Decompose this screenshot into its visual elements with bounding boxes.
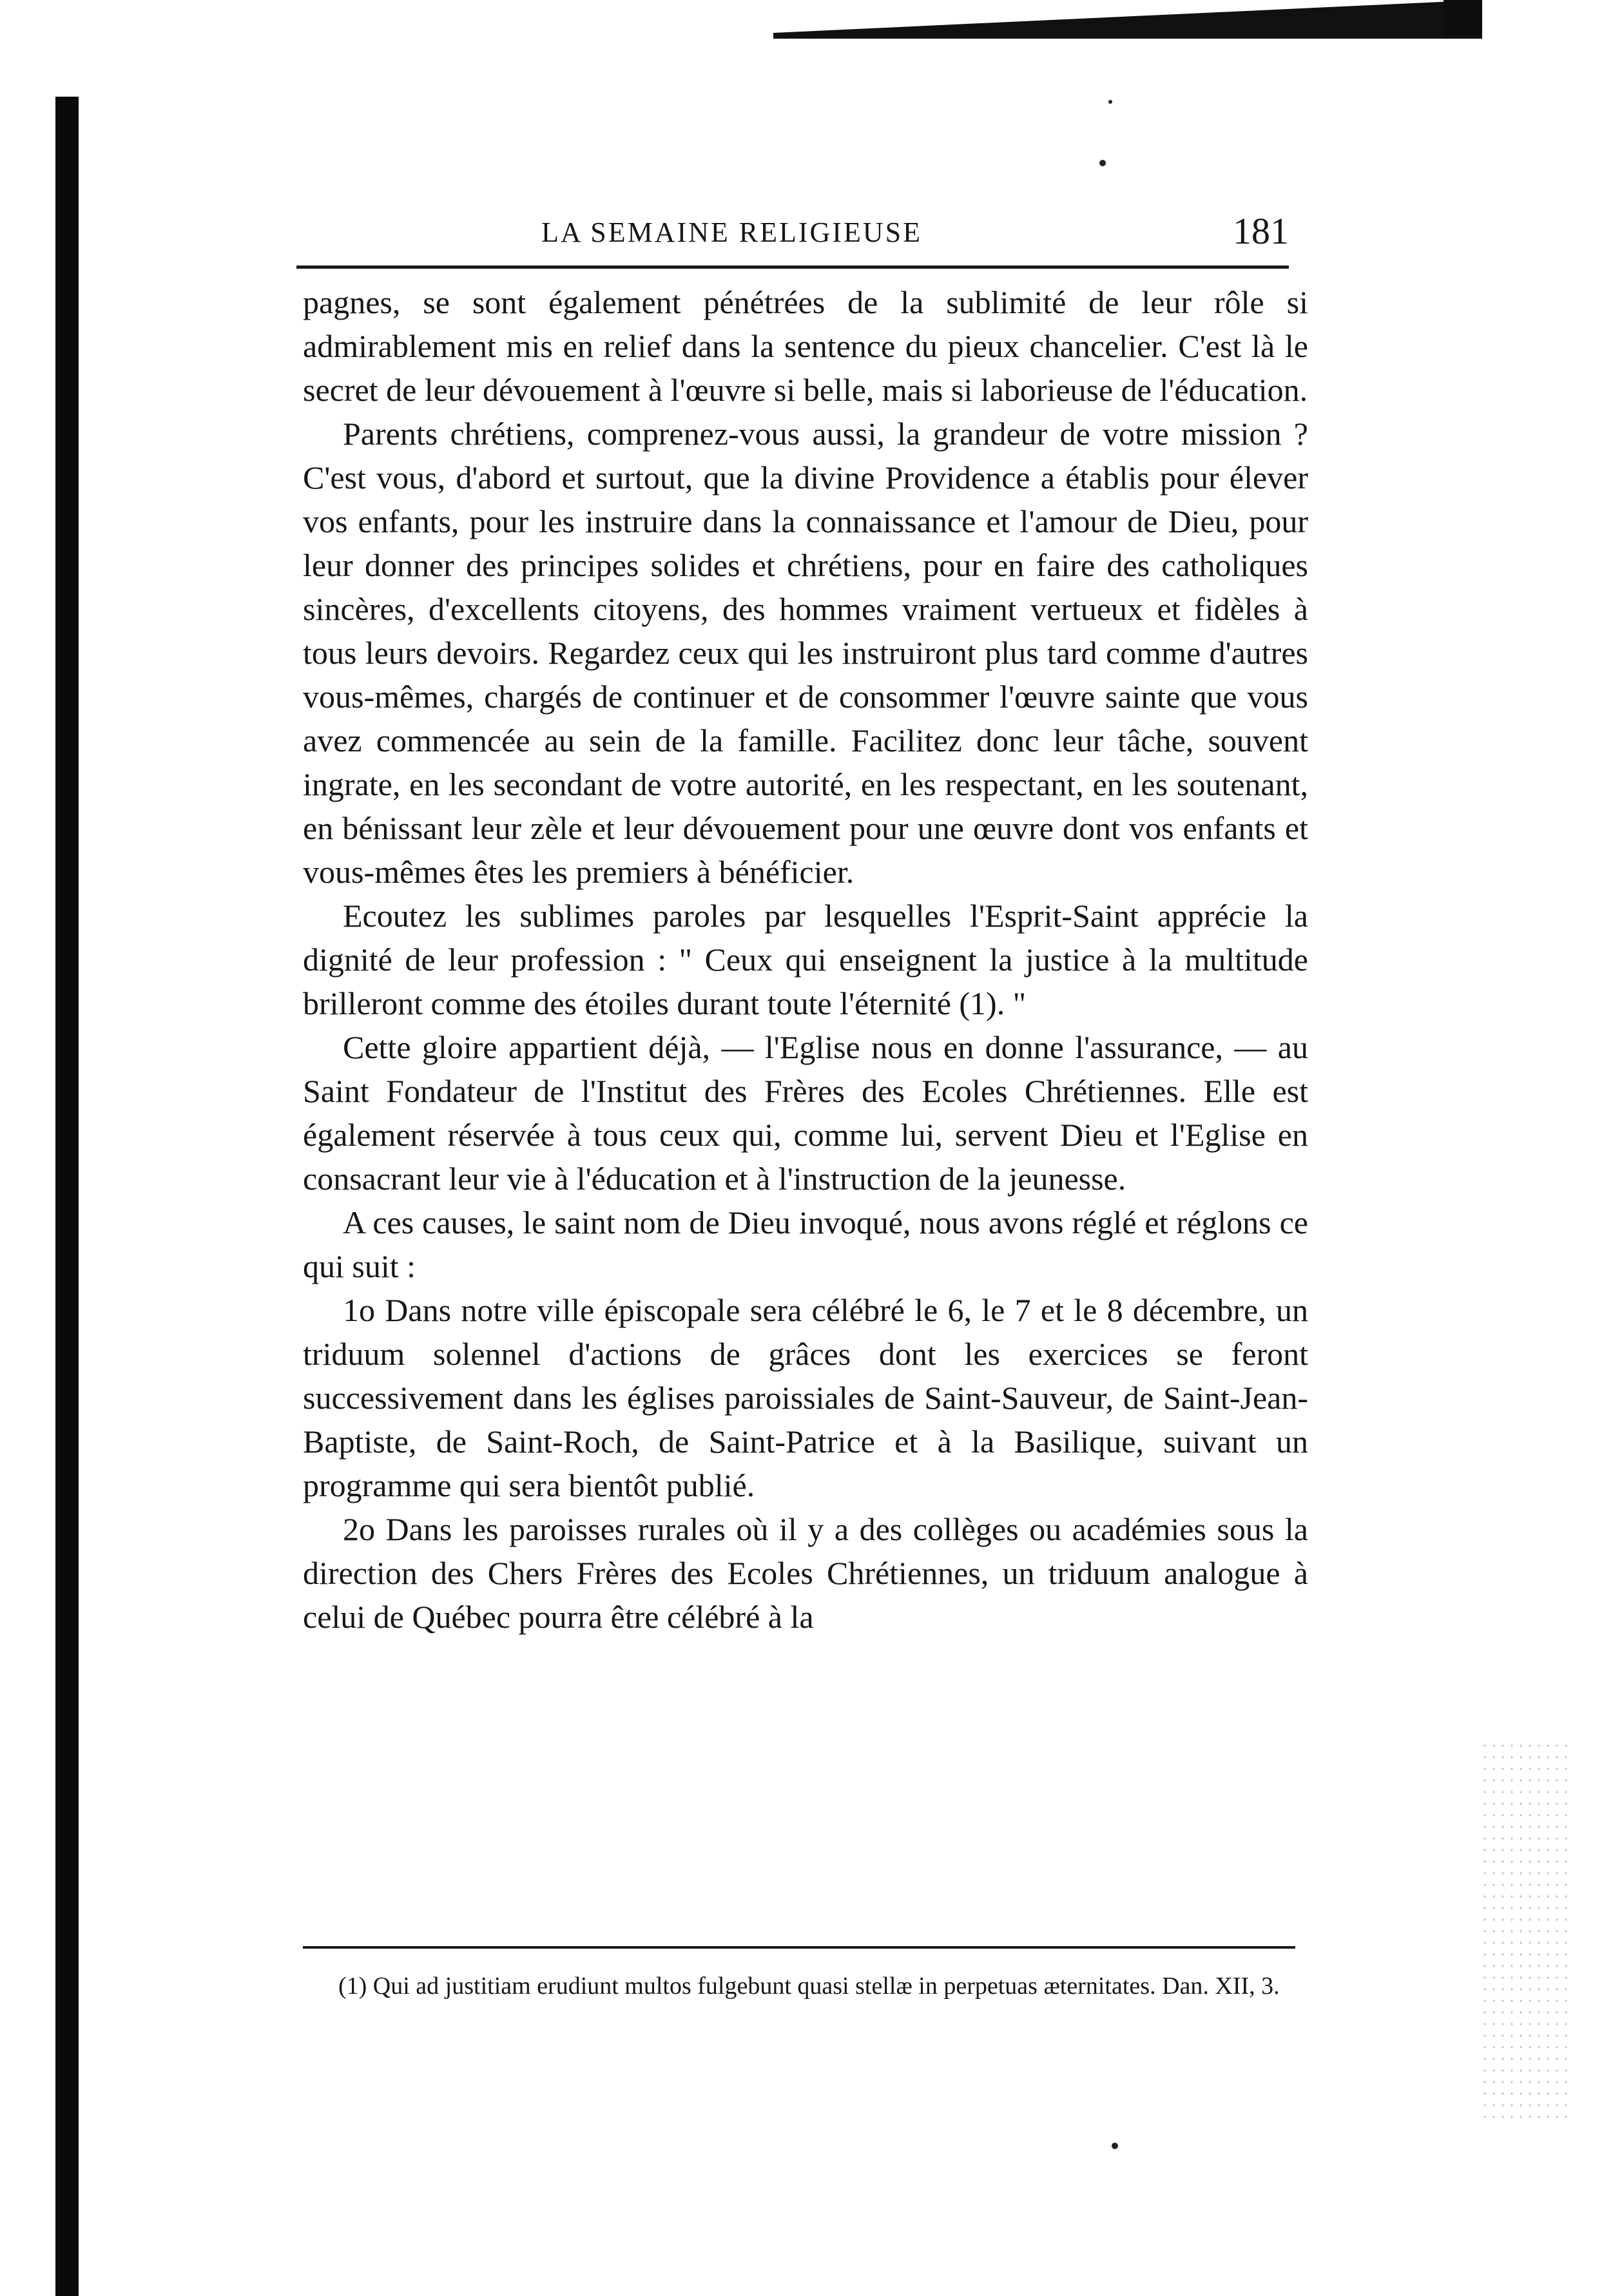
margin-noise bbox=[1480, 1740, 1570, 2127]
paragraph-ecoutez: Ecoutez les sublimes paroles par lesquelles l'Esprit-Saint apprécie la dignité de leur profession : " Ceux qui enseignent la justice à la multitude brilleront comme des étoiles durant toute l'éternité (1). " bbox=[303, 898, 1308, 1021]
paragraph-causes: A ces causes, le saint nom de Dieu invoqué, nous avons réglé et réglons ce qui suit : bbox=[303, 1204, 1308, 1284]
paragraph-article-2: 2o Dans les paroisses rurales où il y a des collèges ou académies sous la direction des Chers Frères des Ecoles Chrétiennes, un triduum analogue à celui de Québec pourra être célébré à la bbox=[303, 1511, 1308, 1635]
paragraph-continuation: pagnes, se sont également pénétrées de la sublimité de leur rôle si admirablement mis en relief dans la sentence du pieux chancelier. C'est là le secret de leur dévouement à l'œuvre si belle, mais si laborieuse de l'éducation. bbox=[303, 284, 1308, 408]
scan-border-top bbox=[773, 0, 1482, 39]
footnote: (1) Qui ad justitiam erudiunt multos fulgebunt quasi stellæ in perpetuas æternitates. Dan. XII, 3. bbox=[338, 1973, 1280, 2000]
ink-speck bbox=[1112, 2143, 1118, 2149]
running-title: LA SEMAINE RELIGIEUSE bbox=[541, 217, 922, 248]
paragraph-parents: Parents chrétiens, comprenez-vous aussi, la grandeur de votre mission ? C'est vous, d'abord et surtout, que la divine Providence a établis pour élever vos enfants, pour les instruire dans la connaissance et l'amour de Dieu, pour leur donner des principes solides et chrétiens, pour en faire des catholiques sincères, d'excellents citoyens, des hommes vraiment vertueux et fidèles à tous leurs devoirs. Regardez ceux qui les instruiront plus tard comme d'autres vous-mêmes, chargés de continuer et de consommer l'œuvre sainte que vous avez commencée au sein de la famille. Facilitez donc leur tâche, souvent ingrate, en les secondant de votre autorité, en les respectant, en les soutenant, en bénissant leur zèle et leur dévouement pour une œuvre dont vos enfants et vous-mêmes êtes les premiers à bénéficier. bbox=[303, 416, 1308, 890]
scan-border-top-corner bbox=[1443, 0, 1482, 35]
paragraph-gloire: Cette gloire appartient déjà, — l'Eglise nous en donne l'assurance, — au Saint Fondateur de l'Institut des Frères des Ecoles Chrétiennes. Elle est également réservée à tous ceux qui, comme lui, servent Dieu et l'Eglise en consacrant leur vie à l'éducation et à l'instruction de la jeunesse. bbox=[303, 1029, 1308, 1197]
header-rule bbox=[296, 265, 1289, 269]
body-text bbox=[303, 280, 1308, 1639]
page-number: 181 bbox=[1233, 210, 1289, 252]
scan-border-left bbox=[55, 97, 79, 2296]
running-head bbox=[296, 209, 1289, 261]
footnote-rule bbox=[303, 1946, 1295, 1949]
ink-speck bbox=[1099, 160, 1106, 166]
paragraph-article-1: 1o Dans notre ville épiscopale sera célébré le 6, le 7 et le 8 décembre, un triduum solennel d'actions de grâces dont les exercices se feront successivement dans les églises paroissiales de Saint-Sauveur, de Saint-Jean-Baptiste, de Saint-Roch, de Saint-Patrice et à la Basilique, suivant un programme qui sera bientôt publié. bbox=[303, 1292, 1308, 1503]
ink-speck bbox=[1108, 100, 1112, 104]
